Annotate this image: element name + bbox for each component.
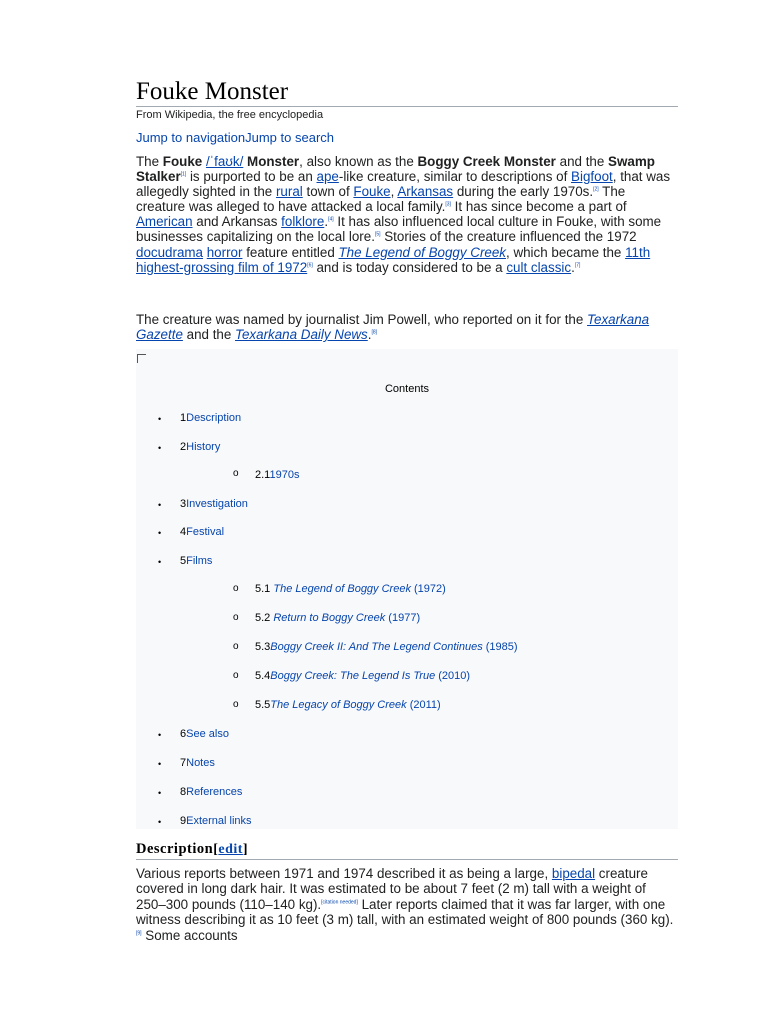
bullet-icon: • <box>158 443 162 453</box>
toc-number: 5 <box>180 555 187 567</box>
text: Stories of the creature influenced the 1972 <box>380 229 637 245</box>
text: Some accounts <box>141 927 238 943</box>
text: The creature was alleged to have attacked a local family. <box>136 184 626 215</box>
toc-year[interactable]: (2010) <box>435 670 471 682</box>
circle-bullet-icon: o <box>233 612 239 623</box>
toc-number: 2 <box>180 441 187 453</box>
toc-link[interactable]: Films <box>186 555 213 567</box>
text: The creature was named by journalist Jim Powell, who reported on it for the <box>136 312 588 327</box>
bold-term: Monster <box>243 154 300 169</box>
edit-link[interactable]: edit <box>218 842 243 857</box>
toc-item-see-also[interactable] <box>180 728 229 740</box>
bracket: ] <box>242 842 249 857</box>
bold-term: Swamp Stalker <box>136 154 655 185</box>
folklore-link[interactable]: folklore <box>281 214 325 230</box>
jump-to-navigation-link[interactable]: Jump to navigation <box>136 130 246 145</box>
toc-link[interactable]: The Legacy of Boggy Creek <box>270 699 407 711</box>
toc-number: 5.2 <box>255 612 274 624</box>
toc-item-investigation[interactable] <box>180 498 248 510</box>
fouke-link[interactable]: Fouke <box>353 184 391 200</box>
toc-year[interactable]: (2011) <box>406 699 441 711</box>
bullet-icon: • <box>158 759 162 769</box>
description-paragraph <box>136 866 676 943</box>
jump-links <box>136 130 334 145</box>
text: It has also influenced local culture in Fouke, with some businesses capitalizing on the local lore. <box>136 214 662 245</box>
toc-number: 9 <box>180 815 187 827</box>
toc-number: 6 <box>180 728 187 740</box>
toc-item-films[interactable] <box>180 555 212 567</box>
highest-grossing-link[interactable]: 11th highest-grossing film of 1972 <box>136 244 651 275</box>
american-link[interactable]: American <box>136 214 193 230</box>
jump-to-search-link[interactable]: Jump to search <box>245 130 334 145</box>
toc-link[interactable]: References <box>186 786 243 798</box>
ipa-link[interactable]: /ˈfaʊk/ <box>205 154 244 169</box>
link-text: Texarkana Gazette <box>136 312 650 343</box>
text: and is today considered to be a <box>312 259 507 275</box>
text: , that was allegedly sighted in the <box>136 169 671 200</box>
text: It has since become a part of <box>450 199 627 215</box>
toc-item-boggy-creek-ii-1985[interactable] <box>255 641 518 653</box>
tagline: From Wikipedia, the free encyclopedia <box>136 109 324 121</box>
legend-of-boggy-creek-link[interactable] <box>339 245 507 260</box>
text: Later reports claimed that it was far larger, with one witness describing it as 10 feet (3 m) tall, with an estimated weight of 800 pounds (360 kg). <box>136 896 674 928</box>
docudrama-link[interactable]: docudrama <box>136 244 203 260</box>
toc-item-history[interactable] <box>180 441 220 453</box>
bullet-icon: • <box>158 528 162 538</box>
toc-number: 5.4 <box>255 670 271 682</box>
table-of-contents <box>136 349 678 829</box>
toc-link[interactable]: See also <box>186 728 229 740</box>
reference-link[interactable]: [2] <box>593 186 599 193</box>
toc-item-festival[interactable] <box>180 526 224 538</box>
toc-title: Contents <box>384 383 430 395</box>
page-title: Fouke Monster <box>136 78 678 107</box>
toc-toggle-checkbox[interactable] <box>137 354 146 363</box>
text: town of <box>302 184 354 200</box>
toc-number: 8 <box>180 786 187 798</box>
texarkana-daily-news-link[interactable] <box>235 327 368 342</box>
naming-paragraph <box>136 312 671 343</box>
section-heading-description <box>136 840 678 860</box>
bullet-icon: • <box>158 730 162 740</box>
bullet-icon: • <box>158 788 162 798</box>
text: . <box>571 259 575 275</box>
text: . <box>367 327 372 343</box>
bullet-icon: • <box>158 414 162 424</box>
toc-year[interactable]: (1985) <box>482 641 518 653</box>
link-text: Texarkana Daily News <box>235 327 368 343</box>
bullet-icon: • <box>158 557 162 567</box>
link-text: The Legend of Boggy Creek <box>338 244 506 260</box>
heading-text: Description <box>136 841 214 857</box>
circle-bullet-icon: o <box>233 699 239 710</box>
text: , also known as the <box>299 154 418 169</box>
toc-number: 4 <box>180 526 187 538</box>
reference-link[interactable]: [5] <box>374 232 381 238</box>
toc-year[interactable]: (1972) <box>410 583 446 595</box>
toc-link[interactable]: Festival <box>186 526 225 538</box>
toc-link[interactable]: External links <box>186 815 252 827</box>
ape-link[interactable]: ape <box>316 169 339 185</box>
cult-classic-link[interactable]: cult classic <box>506 259 572 275</box>
reference-link[interactable]: [8] <box>371 329 378 336</box>
toc-number: 7 <box>180 757 187 769</box>
toc-item-legacy-2011[interactable] <box>255 699 441 711</box>
toc-link[interactable]: Boggy Creek: The Legend Is True <box>270 670 436 682</box>
toc-link[interactable]: Return to Boggy Creek <box>273 612 386 624</box>
toc-number: 3 <box>180 498 187 510</box>
toc-item-description[interactable] <box>180 412 241 424</box>
bullet-icon: • <box>158 817 162 827</box>
text: . <box>324 214 329 230</box>
reference-link[interactable]: [9] <box>136 930 142 937</box>
toc-link[interactable]: Description <box>186 412 242 424</box>
text: , which became the <box>506 244 626 260</box>
toc-item-legend-is-true-2010[interactable] <box>255 670 470 682</box>
text: creature covered in long dark hair. It was estimated to be about 7 feet (2 m) tall with a weight of 250–300 pounds (110–140 kg). <box>136 866 648 912</box>
reference-link[interactable]: [7] <box>574 262 581 269</box>
circle-bullet-icon: o <box>233 641 239 652</box>
toc-link[interactable]: The Legend of Boggy Creek <box>273 583 411 595</box>
toc-number: 5.3 <box>255 641 271 653</box>
bracket: [ <box>213 842 219 857</box>
reference-link[interactable]: [1] <box>180 171 187 178</box>
text: The <box>136 154 163 169</box>
toc-item-1970s[interactable] <box>255 469 299 481</box>
rural-link[interactable]: rural <box>275 184 303 200</box>
circle-bullet-icon: o <box>233 468 239 479</box>
toc-number: 1 <box>180 412 187 424</box>
toc-year[interactable]: (1977) <box>385 612 421 624</box>
bullet-icon: • <box>158 500 162 510</box>
bold-term: Boggy Creek Monster <box>417 154 556 169</box>
bipedal-link[interactable]: bipedal <box>551 866 596 881</box>
toc-item-external-links[interactable] <box>180 815 252 827</box>
bigfoot-link[interactable]: Bigfoot <box>571 169 613 185</box>
citation-needed-link[interactable]: [citation needed] <box>321 899 358 906</box>
intro-paragraph <box>136 154 671 275</box>
text: and Arkansas <box>192 214 282 230</box>
circle-bullet-icon: o <box>233 583 239 594</box>
text: feature entitled <box>242 244 339 260</box>
toc-link[interactable]: 1970s <box>269 469 300 481</box>
arkansas-link[interactable]: Arkansas <box>397 184 454 200</box>
toc-link[interactable]: Investigation <box>186 498 248 510</box>
toc-link[interactable]: Boggy Creek II: And The Legend Continues <box>270 641 483 653</box>
text: -like creature, similar to descriptions of <box>338 169 572 185</box>
text: and the <box>182 327 236 343</box>
toc-item-references[interactable] <box>180 786 242 798</box>
bold-term: Fouke <box>162 154 206 169</box>
toc-item-legend-1972[interactable] <box>255 583 446 595</box>
text: is purported to be an <box>186 169 317 185</box>
horror-link[interactable]: horror <box>206 244 243 260</box>
toc-number: 2.1 <box>255 469 270 481</box>
circle-bullet-icon: o <box>233 670 239 681</box>
toc-number: 5.1 <box>255 583 274 595</box>
reference-link[interactable]: [6] <box>307 262 313 269</box>
reference-link[interactable]: [4] <box>328 216 334 223</box>
text: during the early 1970s. <box>453 184 594 200</box>
toc-link[interactable]: Notes <box>186 757 215 769</box>
toc-item-notes[interactable] <box>180 757 215 769</box>
toc-number: 5.5 <box>255 699 271 711</box>
toc-item-return-1977[interactable] <box>255 612 420 624</box>
toc-link[interactable]: History <box>186 441 221 453</box>
text: Various reports between 1971 and 1974 described it as being a large, <box>136 866 552 881</box>
edit-section-link[interactable] <box>213 842 248 857</box>
text: , <box>390 184 398 200</box>
reference-link[interactable]: [3] <box>445 201 451 208</box>
text: and the <box>555 154 609 169</box>
